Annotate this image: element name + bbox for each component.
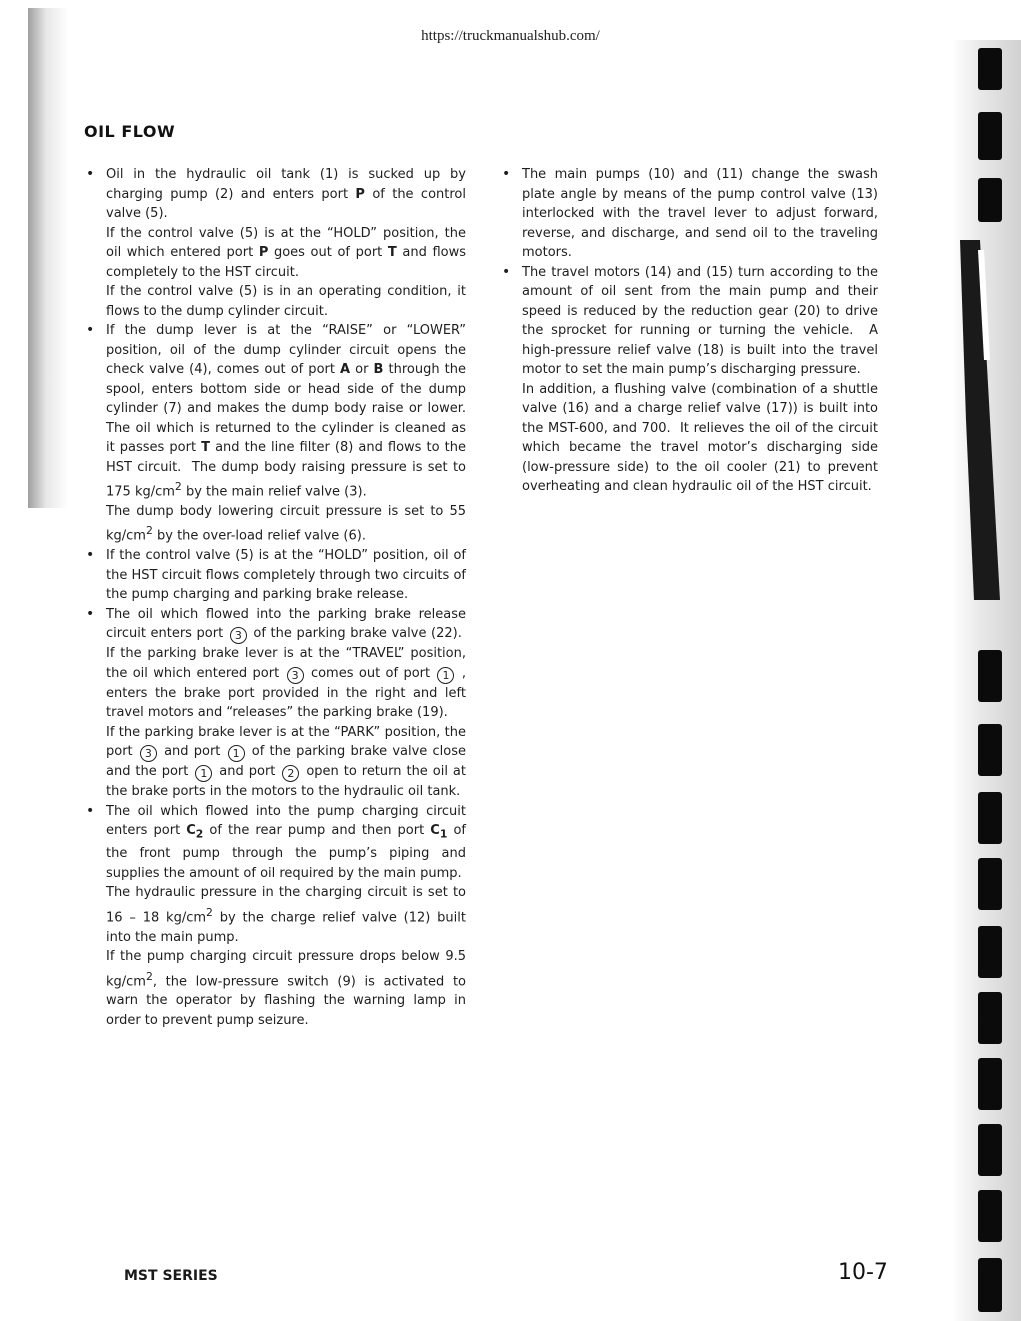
scan-edge-mark [978, 1190, 1002, 1242]
paragraph: If the pump charging circuit pressure drops below 9.5 $kg/cm^2$, the low-pressure switch (9) is activated to warn the operator by flashing the warning lamp in order to prevent pump seizure. [106, 949, 466, 1028]
paragraph: The oil which flowed into the pump charging circuit enters port $C_2$ of the rear pump and then port $C_1$ of the front pump through the pump’s piping and supplies the amount of oil required by the main pump. [106, 803, 466, 881]
bullet-dot: • [86, 605, 95, 622]
paragraph: The main pumps (10) and (11) change the swash plate angle by means of the pump control valve (13) interlocked with the travel lever to adjust forward, reverse, and discharge, and send oil to the traveling motors. [522, 167, 878, 260]
scan-edge-mark [978, 48, 1002, 90]
paragraph: In addition, a flushing valve (combination of a shuttle valve (16) and a charge relief valve (17)) is built into the MST-600, and 700. It relieves the oil of the circuit which became the travel motor’s discharging side (low-pressure side) to the oil cooler (21) to prevent overheating and clean hydraulic oil of the HST circuit. [522, 381, 878, 494]
section-title: OIL FLOW [84, 122, 176, 141]
paragraph: If the parking brake lever is at the “PARK” position, the port 3 and port 1 of the parking brake valve close and the port 1 and port 2 open to return the oil at the brake ports in the motors to the hydraulic oil tank. [106, 724, 466, 800]
paragraph: If the dump lever is at the “RAISE” or “LOWER” position, oil of the dump cylinder circuit opens the check valve (4), comes out of port A or B through the spool, enters bottom side or head side of the dump cylinder (7) and makes the dump body raise or lower. The oil which is returned to the cylinder is cleaned as it passes port T and the line filter (8) and flows to the HST circuit. The dump body raising pressure is set to 175 $kg/cm^2$ by the main relief valve (3). [106, 323, 466, 500]
scan-edge-mark [978, 724, 1002, 776]
bullet-item [86, 802, 466, 1031]
page-number: 10-7 [838, 1260, 888, 1285]
paragraph: If the control valve (5) is at the “HOLD” position, the oil which entered port P goes out of port T and flows completely to the HST circuit. [106, 225, 466, 280]
scan-edge-mark [978, 112, 1002, 160]
bullet-item [502, 165, 878, 263]
bullet-item [86, 605, 466, 802]
bullet-item [86, 165, 466, 321]
bullet-dot: • [86, 166, 95, 182]
paragraph: Oil in the hydraulic oil tank (1) is sucked up by charging pump (2) and enters port P of the control valve (5). [106, 167, 466, 221]
scan-edge-strip [960, 240, 1010, 600]
scan-edge-mark [978, 1258, 1002, 1312]
scan-edge-mark [978, 858, 1002, 910]
paragraph: The dump body lowering circuit pressure is set to 55 $kg/cm^2$ by the over-load relief valve (6). [106, 503, 466, 544]
bullet-item [502, 263, 878, 497]
paragraph: The oil which flowed into the parking brake release circuit enters port 3 of the parking brake valve (22). If the parking brake lever is at the “TRAVEL” position, the oil which entered port 3 comes out of port 1 , enters the brake port provided in the right and left travel motors and “releases” the parking brake (19). [106, 606, 466, 721]
scan-edge-mark [978, 1058, 1002, 1110]
scan-edge-mark [978, 792, 1002, 844]
bullet-item [86, 546, 466, 605]
paragraph: The travel motors (14) and (15) turn according to the amount of oil sent from the main pump and their speed is reduced by the reduction gear (20) to drive the sprocket for running or turning the vehicle. A high-pressure relief valve (18) is built into the travel motor to set the main pump’s discharging pressure. [522, 264, 878, 377]
source-url: https://truckmanualshub.com/ [421, 28, 600, 44]
series-label: MST SERIES [124, 1268, 218, 1284]
paragraph: If the control valve (5) is in an operating condition, it flows to the dump cylinder circuit. [106, 284, 466, 319]
bullet-dot: • [502, 263, 511, 280]
scan-edge-mark [978, 992, 1002, 1044]
bullet-dot: • [502, 166, 511, 182]
paragraph: The hydraulic pressure in the charging circuit is set to 16 – 18 $kg/cm^2$ by the charge relief valve (12) built into the main pump. [106, 885, 466, 945]
scan-edge-mark [978, 650, 1002, 702]
bullet-dot: • [86, 802, 95, 819]
scan-edge-mark [978, 178, 1002, 222]
paragraph: If the control valve (5) is at the “HOLD” position, oil of the HST circuit flows completely through two circuits of the pump charging and parking brake release. [106, 548, 466, 603]
right-column [502, 165, 878, 497]
scan-edge-mark [978, 1124, 1002, 1176]
scan-shadow-left [28, 8, 68, 508]
bullet-dot: • [86, 322, 95, 338]
left-column [86, 165, 466, 1030]
scan-edge-mark [978, 926, 1002, 978]
bullet-item [86, 321, 466, 546]
bullet-dot: • [86, 547, 95, 564]
